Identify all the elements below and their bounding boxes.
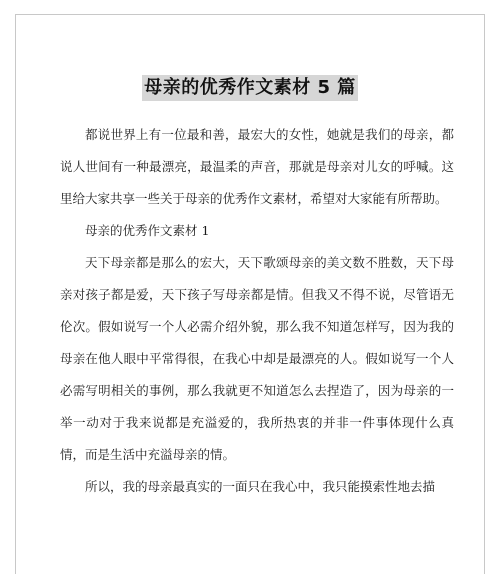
- document-title: 母亲的优秀作文素材 5 篇: [142, 75, 358, 101]
- document-page: [15, 14, 485, 574]
- body-paragraph: 所以，我的母亲最真实的一面只在我心中，我只能摸索性地去描: [85, 479, 436, 494]
- section-heading: 母亲的优秀作文素材 1: [85, 223, 210, 238]
- title-wrap: [16, 75, 484, 101]
- intro-paragraph: 都说世界上有一位最和善，最宏大的女性，她就是我们的母亲，都说人世间有一种最漂亮，最温柔的声音，那就是母亲对儿女的呼喊。这里给大家共享一些关于母亲的优秀作文素材，希望对大家能有所帮助。: [60, 127, 454, 206]
- body-paragraph: 天下母亲都是那么的宏大，天下歌颂母亲的美文数不胜数，天下母亲对孩子都是爱，天下孩子写母亲都是情。但我又不得不说，尽管语无伦次。假如说写一个人必需介绍外貌，那么我不知道怎样写，因为我的母亲在他人眼中平常得很，在我心中却是最漂亮的人。假如说写一个人必需写明相关的事例，那么我就更不知道怎么去捏造了，因为母亲的一举一动对于我来说都是充溢爱的，我所热衷的并非一件事体现什么真情，而是生活中充溢母亲的情。: [60, 255, 454, 462]
- document-body: [60, 119, 454, 503]
